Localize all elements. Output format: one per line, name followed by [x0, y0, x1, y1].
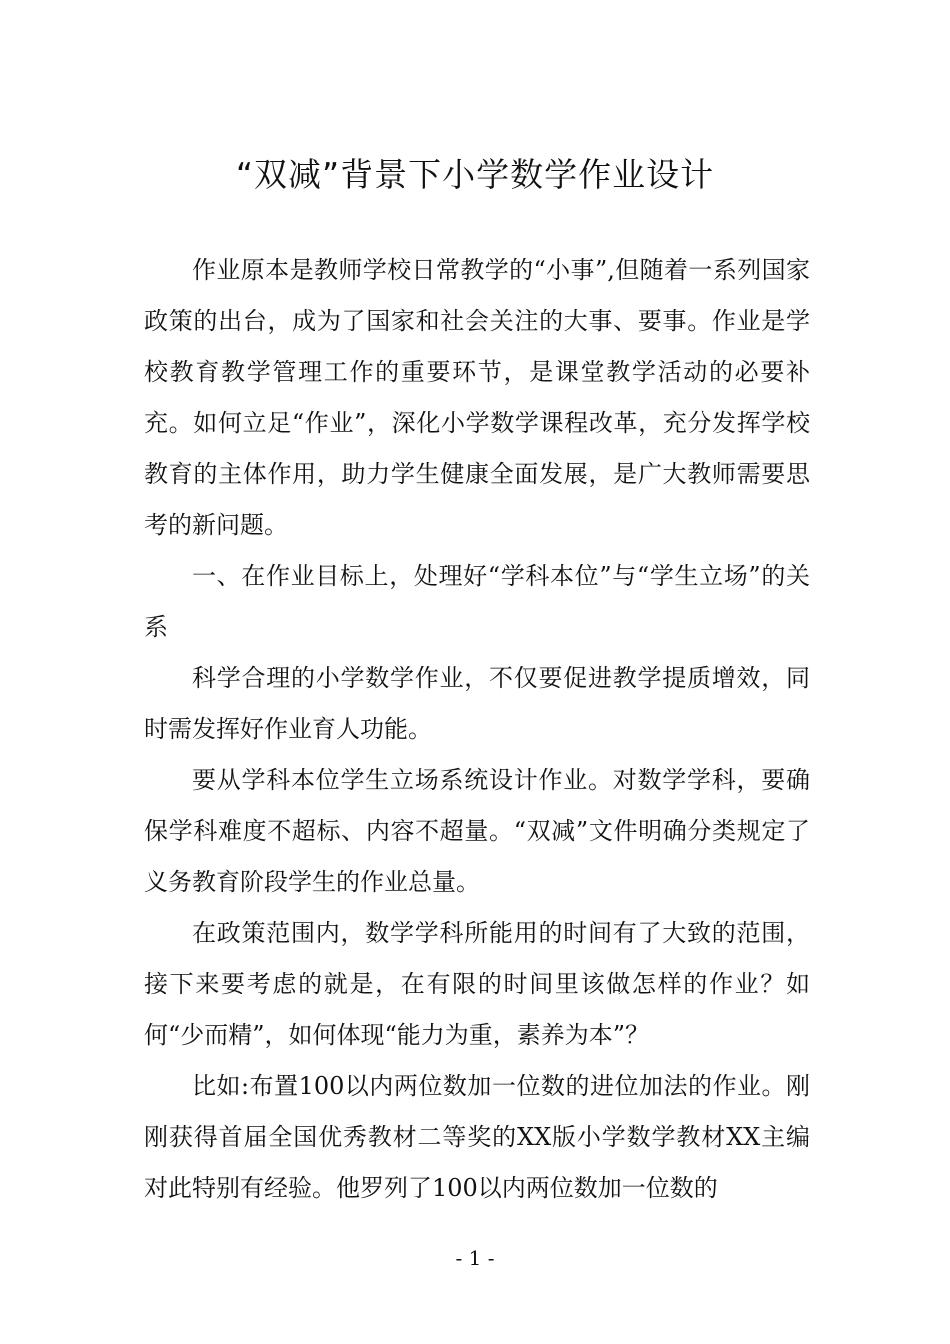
section-heading-1: 一、在作业目标上，处理好“学科本位”与“学生立场”的关系 — [144, 562, 810, 641]
paragraph: 科学合理的小学数学作业，不仅要促进教学提质增效，同时需发挥好作业育人功能。 — [144, 664, 810, 743]
document-body — [144, 245, 810, 1214]
paragraph: 比如:布置100以内两位数加一位数的进位加法的作业。刚刚获得首届全国优秀教材二等奖的XX版小学数学教材XX主编对此特别有经验。他罗列了100以内两位数加一位数的 — [144, 1072, 810, 1202]
paragraph-intro: 作业原本是教师学校日常教学的“小事”,但随着一系列国家政策的出台，成为了国家和社会关注的大事、要事。作业是学校教育教学管理工作的重要环节，是课堂教学活动的必要补充。如何立足“作业”，深化小学数学课程改革，充分发挥学校教育的主体作用，助力学生健康全面发展，是广大教师需要思考的新问题。 — [144, 256, 810, 539]
paragraph: 要从学科本位学生立场系统设计作业。对数学学科，要确保学科难度不超标、内容不超量。“双减”文件明确分类规定了义务教育阶段学生的作业总量。 — [144, 766, 810, 896]
page-number: - 1 - — [455, 1246, 495, 1270]
paragraph: 在政策范围内，数学学科所能用的时间有了大致的范围，接下来要考虑的就是，在有限的时间里该做怎样的作业？如何“少而精”，如何体现“能力为重，素养为本”？ — [144, 919, 810, 1049]
document-title: “双减”背景下小学数学作业设计 — [235, 155, 715, 194]
